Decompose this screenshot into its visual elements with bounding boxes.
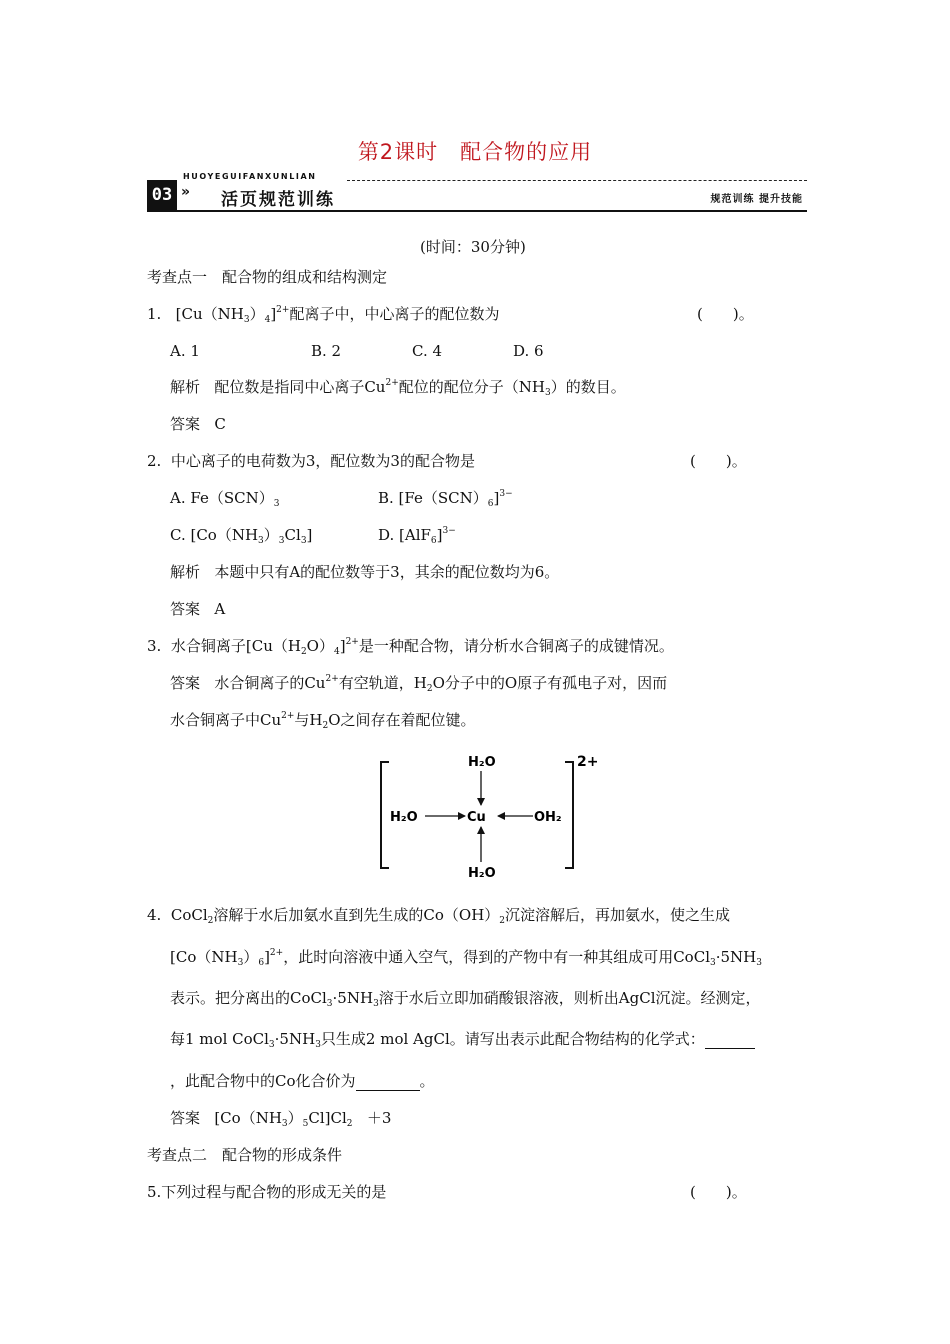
question-4-line-5: ，此配合物中的Co化合价为 。 [170, 1072, 435, 1090]
ligand-left: H₂O [390, 810, 418, 825]
central-ion: Cu [467, 810, 486, 825]
question-4-line-4: 每1 mol $CoCl_3\cdot 5NH_3$只生成2 mol AgCl。请写出表示此配合物结构的化学式： [170, 1029, 755, 1049]
banner-name: 活页规范训练 [221, 190, 335, 210]
q3-answer-line-2: 水合铜离子中$Cu^{2+}$与$H_2O$之间存在着配位键。 [170, 711, 476, 731]
q4-answer: 答案 $[Co(NH_3)_5Cl]Cl_2$ ＋3 [170, 1109, 392, 1129]
q1-number: 1. [147, 305, 162, 323]
question-3: 3. 水合铜离子$[Cu(H_2O)_4]^{2+}$是一种配合物，请分析水合铜离子的成键情况。 [147, 637, 674, 657]
complex-charge: 2+ [577, 754, 599, 770]
q2-answer: 答案 A [170, 600, 226, 618]
double-chevron-icon: » [181, 184, 191, 200]
valence-blank[interactable] [356, 1076, 420, 1091]
page-title: 第2课时 配合物的应用 [357, 140, 593, 164]
banner-underline [147, 210, 807, 212]
question-4-line-1: 4. CoCl$_2$溶解于水后加氨水直到先生成的$Co(OH)_2$沉淀溶解后，再加氨水，使之生成 [147, 906, 731, 926]
q1-option-d: D. 6 [513, 342, 544, 360]
q5-answer-bracket: ( )。 [690, 1183, 747, 1201]
q1-option-c: C. 4 [412, 342, 443, 360]
q1-option-a: A. 1 [170, 342, 200, 360]
copper-complex-figure [375, 750, 615, 886]
q2-option-b: B. $[Fe(SCN)_6]^{3-}$ [378, 489, 513, 509]
time-note: (时间：30分钟) [420, 238, 526, 256]
q1-answer-bracket: ( )。 [697, 305, 754, 323]
q1-formula: $[Cu(NH_3)_4]^{2+}$ [175, 305, 290, 325]
ligand-bottom: H₂O [468, 866, 496, 881]
banner-pinyin: HUOYEGUIFANXUNLIAN [183, 172, 317, 181]
q2-answer-bracket: ( )。 [690, 452, 747, 470]
ligand-right: OH₂ [534, 810, 562, 825]
q1-option-b: B. 2 [311, 342, 342, 360]
formula-blank[interactable] [705, 1034, 755, 1049]
banner-slogan: 规范训练 提升技能 [710, 194, 803, 205]
q1-answer: 答案 C [170, 415, 226, 433]
question-2: 2. 中心离子的电荷数为3，配位数为3的配合物是 [147, 452, 475, 470]
q3-answer-line-1: 答案 水合铜离子的$Cu^{2+}$有空轨道，$H_2O$分子中的O原子有孤电子对，因而 [170, 674, 668, 694]
question-1 [147, 304, 499, 324]
question-4-line-3: 表示。把分离出的$CoCl_3\cdot 5NH_3$溶于水后立即加硝酸银溶液，则析出AgCl沉淀。经测定， [170, 989, 761, 1009]
q2-option-c: C. $[Co(NH_3)_3Cl_3]$ [170, 526, 313, 546]
q1-analysis: 解析 配位数是指同中心离子$Cu^{2+}$配位的配位分子$(NH_3)$的数目。 [170, 378, 626, 398]
q2-analysis: 解析 本题中只有A的配位数等于3，其余的配位数均为6。 [170, 563, 560, 581]
section-heading-2: 考查点二 配合物的形成条件 [147, 1146, 343, 1164]
q2-option-d: D. $[AlF_6]^{3-}$ [378, 526, 456, 546]
left-bracket [381, 762, 389, 868]
banner-number: 03 [147, 180, 177, 210]
section-heading-1: 考查点一 配合物的组成和结构测定 [147, 268, 388, 286]
question-5: 5.下列过程与配合物的形成无关的是 [147, 1183, 387, 1201]
q1-text: 配离子中，中心离子的配位数为 [289, 305, 500, 323]
coordination-structure-diagram [375, 750, 615, 886]
right-bracket [565, 762, 573, 868]
q2-option-a: A. $Fe(SCN)_3$ [170, 489, 280, 509]
section-banner [147, 174, 807, 212]
question-4-line-2: $[Co(NH_3)_6]^{2+}$，此时向溶液中通入空气，得到的产物中有一种其组成可用$CoCl_3\cdot 5NH_3$ [170, 948, 762, 968]
ligand-top: H₂O [468, 755, 496, 770]
banner-dashed-line [347, 180, 807, 181]
